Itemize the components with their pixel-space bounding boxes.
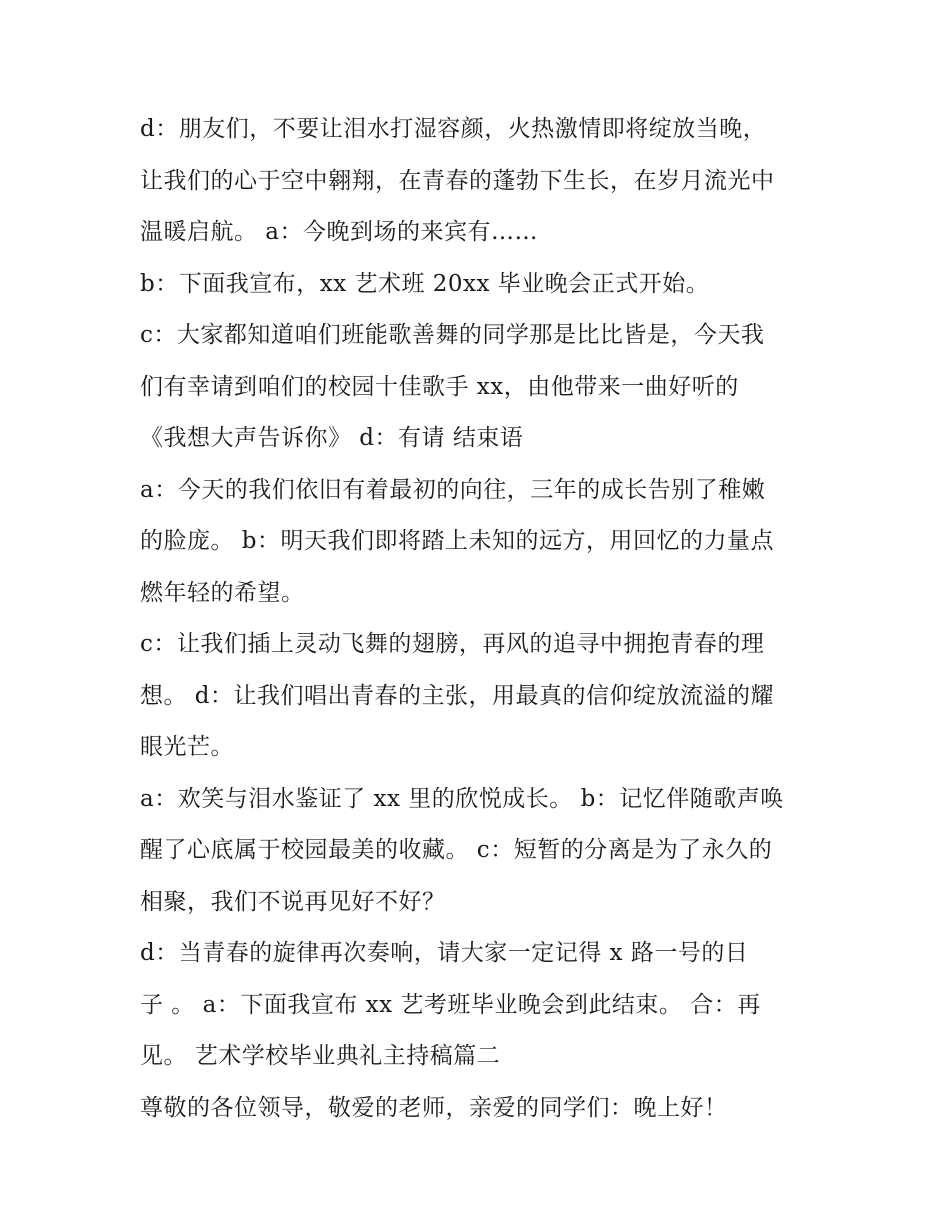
text-line-8: a：今天的我们依旧有着最初的向往，三年的成长告别了稚嫩 [140, 476, 766, 503]
text-line-3: 温暖启航。 a：今晚到场的来宾有…… [140, 219, 539, 245]
text-line-17: d：当青春的旋律再次奏响，请大家一定记得 x 路一号的日 [140, 940, 749, 966]
text-line-14: a：欢笑与泪水鉴证了 xx 里的欣悦成长。 b：记忆伴随歌声唤 [140, 785, 784, 812]
text-line-10: 燃年轻的希望。 [140, 579, 305, 606]
text-line-12: 想。 d：让我们唱出青春的主张，用最真的信仰绽放流溢的耀 [140, 682, 775, 709]
text-line-19: 见。 艺术学校毕业典礼主持稿篇二 [140, 1043, 501, 1069]
text-line-11: c：让我们插上灵动飞舞的翅膀，再风的追寻中拥抱青春的理 [140, 631, 765, 657]
text-line-9: 的脸庞。 b：明天我们即将踏上未知的远方，用回忆的力量点 [140, 528, 775, 554]
text-line-16: 相聚，我们不说再见好不好？ [140, 888, 446, 915]
text-line-1: d：朋友们，不要让泪水打湿容颜，火热激情即将绽放当晚， [140, 116, 767, 142]
text-line-18: 子 。 a：下面我宣布 xx 艺考班毕业晚会到此结束。 合：再 [140, 991, 761, 1018]
document-body [140, 104, 820, 1134]
text-line-20: 尊敬的各位领导，敬爱的老师，亲爱的同学们：晚上好！ [140, 1094, 728, 1121]
text-line-2: 让我们的心于空中翱翔，在青春的蓬勃下生长，在岁月流光中 [140, 167, 775, 194]
text-line-15: 醒了心底属于校园最美的收藏。 c：短暂的分离是为了永久的 [140, 837, 773, 863]
text-line-13: 眼光芒。 [140, 734, 234, 760]
text-line-4: b：下面我宣布，xx 艺术班 20xx 毕业晚会正式开始。 [140, 270, 710, 297]
text-line-6: 们有幸请到咱们的校园十佳歌手 xx，由他带来一曲好听的 [140, 373, 739, 400]
text-line-5: c：大家都知道咱们班能歌善舞的同学那是比比皆是，今天我 [140, 322, 765, 348]
text-line-7: 《我想大声告诉你》 d：有请 结束语 [140, 425, 524, 451]
